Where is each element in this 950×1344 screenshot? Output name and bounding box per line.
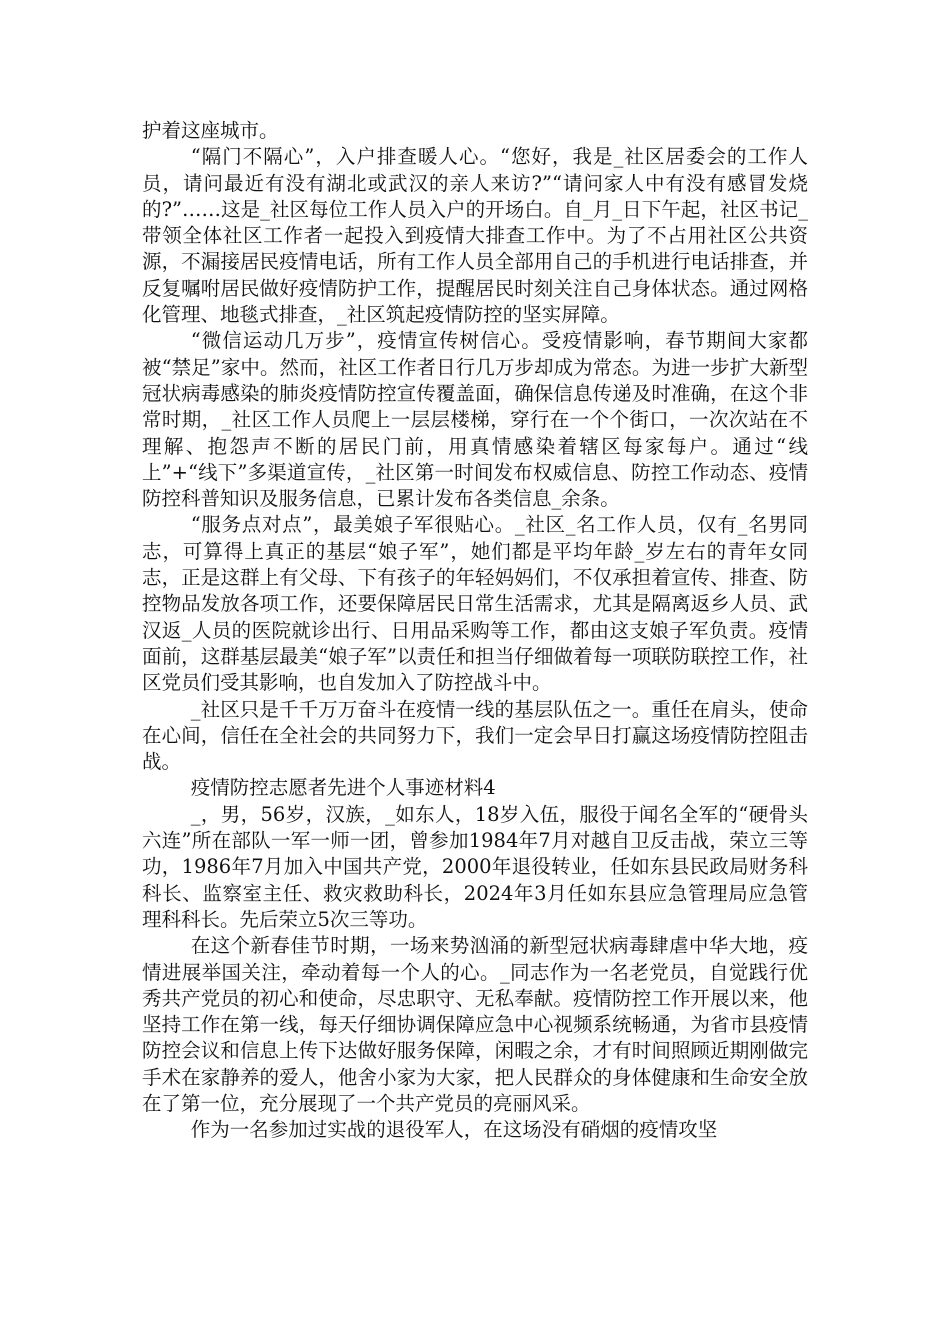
paragraph: 护着这座城市。 (142, 119, 279, 142)
section-heading: 疫情防控志愿者先进个人事迹材料4 (190, 776, 496, 800)
paragraph: 作为一名参加过实战的退役军人，在这场没有硝烟的疫情攻坚 (190, 1118, 718, 1142)
paragraph: “隔门不隔心”，入户排查暖人心。“您好，我是_社区居委会的工作人员，请问最近有没有湖北或武汉的亲人来访?”“请问家人中有没有感冒发烧的?”……这是_社区每位工作人员入户的开场白。自_月_日下午起，社区书记_带领全体社区工作者一起投入到疫情大排查工作中。为了不占用社区公共资源，不漏接居民疫情电话，所有工作人员全部用自己的手机进行电话排查，并反复嘱咐居民做好疫情防护工作，提醒居民时刻关注自己身体状态。通过网格化管理、地毯式排查，_社区筑起疫情防控的坚实屏障。 (142, 145, 808, 327)
paragraph: “微信运动几万步”，疫情宣传树信心。受疫情影响，春节期间大家都被“禁足”家中。然而，社区工作者日行几万步却成为常态。为进一步扩大新型冠状病毒感染的肺炎疫情防控宣传覆盖面，确保信息传递及时准确，在这个非常时期，_社区工作人员爬上一层层楼梯，穿行在一个个街口，一次次站在不理解、抱怨声不断的居民门前，用真情感染着辖区每家每户。通过“线上”+“线下”多渠道宣传，_社区第一时间发布权威信息、防控工作动态、疫情防控科普知识及服务信息，已累计发布各类信息_余条。 (142, 329, 808, 511)
paragraph: 在这个新春佳节时期，一场来势汹涌的新型冠状病毒肆虐中华大地，疫情进展举国关注，牵动着每一个人的心。_同志作为一名老党员，自觉践行优秀共产党员的初心和使命，尽忠职守、无私奉献。疫情防控工作开展以来，他坚持工作在第一线，每天仔细协调保障应急中心视频系统畅通，为省市县疫情防控会议和信息上传下达做好服务保障，闲暇之余，才有时间照顾近期刚做完手术在家静养的爱人，他舍小家为大家，把人民群众的身体健康和生命安全放在了第一位，充分展现了一个共产党员的亮丽风采。 (142, 934, 808, 1115)
document-body (142, 118, 808, 1144)
paragraph: _，男，56岁，汉族，_如东人，18岁入伍，服役于闻名全军的“硬骨头六连”所在部队一军一师一团，曾参加1984年7月对越自卫反击战，荣立三等功，1986年7月加入中国共产党，2000年退役转业，任如东县民政局财务科科长、监察室主任、救灾救助科长，2024年3月任如东县应急管理局应急管理科科长。先后荣立5次三等功。 (142, 802, 808, 931)
paragraph: _社区只是千千万万奋斗在疫情一线的基层队伍之一。重任在肩头，使命在心间，信任在全社会的共同努力下，我们一定会早日打赢这场疫情防控阻击战。 (142, 697, 808, 774)
paragraph: “服务点对点”，最美娘子军很贴心。_社区_名工作人员，仅有_名男同志，可算得上真正的基层“娘子军”，她们都是平均年龄_岁左右的青年女同志，正是这群上有父母、下有孩子的年轻妈妈们，不仅承担着宣传、排查、防控物品发放各项工作，还要保障居民日常生活需求，尤其是隔离返乡人员、武汉返_人员的医院就诊出行、日用品采购等工作，都由这支娘子军负责。疫情面前，这群基层最美“娘子军”以责任和担当仔细做着每一项联防联控工作，社区党员们受其影响，也自发加入了防控战斗中。 (142, 513, 808, 695)
